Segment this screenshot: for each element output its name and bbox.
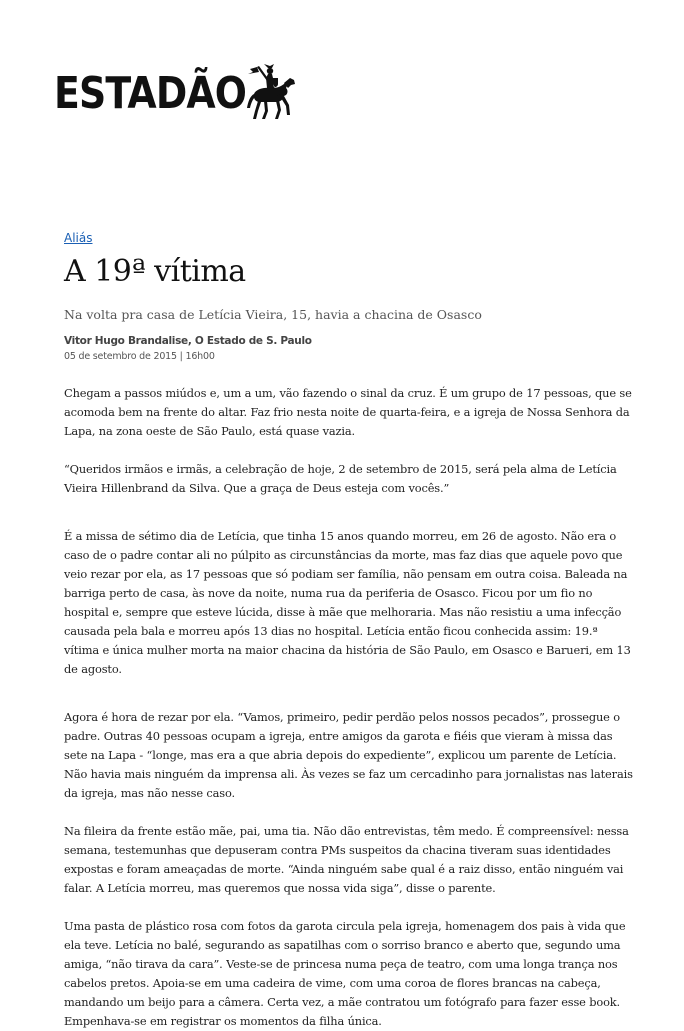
knight-on-horse-logo-icon [240, 64, 300, 124]
article-paragraph: Agora é hora de rezar por ela. “Vamos, primeiro, pedir perdão pelos nossos pecados”, prossegue o padre. Outras 40 pessoas ocupam a igreja, entre amigos da garota e fiéis que vieram à missa das sete na Lapa - “longe, mas era a que abria depois do expediente”, explicou um parente de Letícia. Não havia mais ninguém da imprensa ali. Às vezes se faz um cercadinho para jornalistas nas laterais da igreja, mas não nesse caso. [64, 710, 633, 800]
article-paragraph: Chegam a passos miúdos e, um a um, vão fazendo o sinal da cruz. É um grupo de 17 pessoas, que se acomoda bem na frente do altar. Faz frio nesta noite de quarta-feira, e a igreja de Nossa Senhora da Lapa, na zona oeste de São Paulo, está quase vazia. [64, 386, 632, 438]
article-title: A 19ª vítima [64, 254, 246, 289]
masthead [54, 66, 247, 122]
article-paragraph: “Queridos irmãos e irmãs, a celebração de hoje, 2 de setembro de 2015, será pela alma de Letícia Vieira Hillenbrand da Silva. Que a graça de Deus esteja com vocês.” [64, 462, 617, 495]
article-subtitle: Na volta pra casa de Letícia Vieira, 15, havia a chacina de Osasco [64, 307, 482, 322]
article-byline: Vitor Hugo Brandalise, O Estado de S. Paulo [64, 335, 312, 347]
section-link-alias[interactable]: Aliás [64, 231, 93, 245]
article-paragraph: É a missa de sétimo dia de Letícia, que tinha 15 anos quando morreu, em 26 de agosto. Não era o caso de o padre contar ali no púlpito as circunstâncias da morte, mas faz dias que aquele povo que veio rezar por ela, as 17 pessoas que só podiam ser família, não pensam em outra coisa. Baleada na barriga perto de casa, às nove da noite, numa rua da periferia de Osasco. Ficou por um fio no hospital e, sempre que esteve lúcida, disse à mãe que melhoraria. Mas não resistiu a uma infecção causada pela bala e morreu após 13 dias no hospital. Letícia então ficou conhecida assim: 19.ª vítima e única mulher morta na maior chacina da história de São Paulo, em Osasco e Barueri, em 13 de agosto. [64, 529, 631, 676]
estadao-logo-wordmark: ESTADÃO [54, 68, 247, 119]
article-paragraph: Na fileira da frente estão mãe, pai, uma tia. Não dão entrevistas, têm medo. É compreensível: nessa semana, testemunhas que depuseram contra PMs suspeitos da chacina tiveram suas identidades expostas e foram ameaçadas de morte. “Ainda ninguém sabe qual é a raiz disso, então ninguém vai falar. A Letícia morreu, mas queremos que nossa vida siga”, disse o parente. [64, 824, 629, 895]
article-paragraph: Uma pasta de plástico rosa com fotos da garota circula pela igreja, homenagem dos pais à vida que ela teve. Letícia no balé, segurando as sapatilhas com o sorriso branco e aberto que, segundo uma amiga, “não tirava da cara”. Veste-se de princesa numa peça de teatro, com uma longa trança nos cabelos pretos. Apoia-se em uma cadeira de vime, com uma coroa de flores brancas na cabeça, mandando um beijo para a câmera. Certa vez, a mãe contratou um fotógrafo para fazer esse book. Empenhava-se em registrar os momentos da filha única. [64, 919, 626, 1028]
article-body [64, 384, 634, 1031]
article-dateline: 05 de setembro de 2015 | 16h00 [64, 351, 215, 362]
